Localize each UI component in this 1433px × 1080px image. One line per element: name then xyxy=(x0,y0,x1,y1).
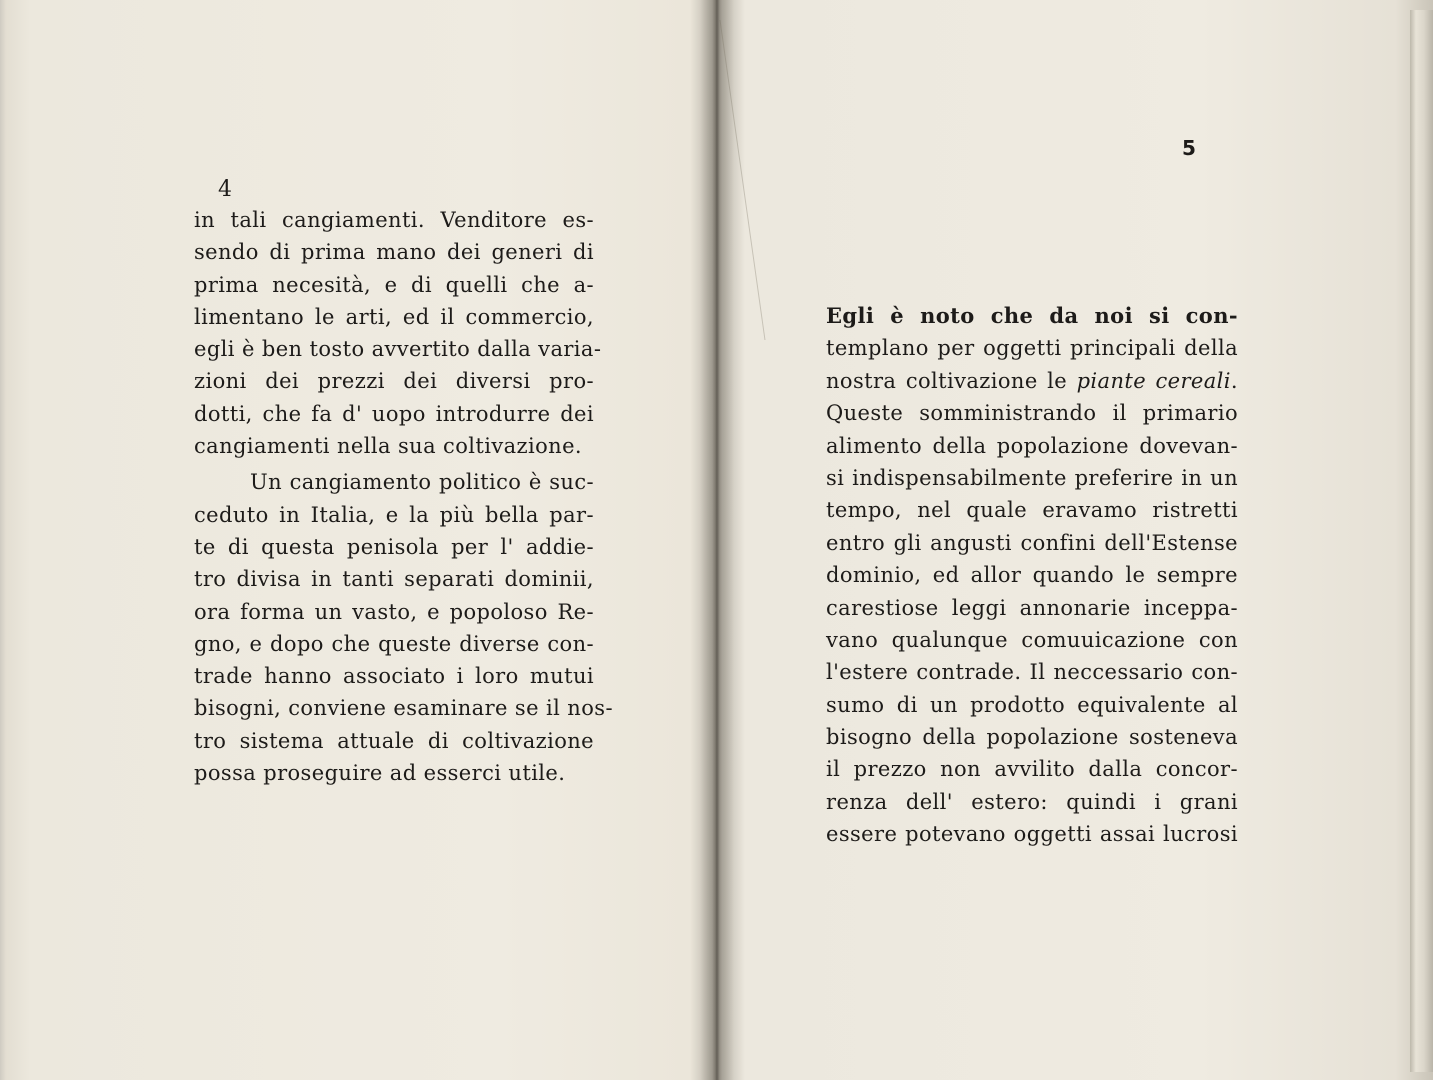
text-line: Queste somministrando il primario xyxy=(826,401,1238,426)
text-line: bisogno della popolazione sosteneva xyxy=(826,725,1238,750)
text-line: in tali cangiamenti. Venditore es- xyxy=(194,208,594,232)
text-line: essere potevano oggetti assai lucrosi xyxy=(826,822,1238,847)
text-line: trade hanno associato i loro mutui xyxy=(194,664,594,689)
text-line: gno, e dopo che queste diverse con- xyxy=(194,631,594,656)
text-line: prima necesità, e di quelli che a- xyxy=(194,272,594,297)
page-edges xyxy=(1410,10,1433,1072)
page-number: 5 xyxy=(1182,136,1196,160)
text-line: possa proseguire ad esserci utile. xyxy=(194,761,566,786)
text-line: bisogni, conviene esaminare se il nos- xyxy=(194,696,613,721)
text-line: tempo, nel quale eravamo ristretti xyxy=(826,498,1238,523)
text-line: vano qualunque comuuicazione con xyxy=(826,627,1238,652)
text-line: ora forma un vasto, e popoloso Re- xyxy=(194,599,594,624)
text-line: sumo di un prodotto equivalente al xyxy=(826,692,1238,717)
text-line: sendo di prima mano dei generi di xyxy=(194,240,594,265)
right-page-text xyxy=(826,300,1238,851)
left-page xyxy=(0,12,712,1072)
text-line: si indispensabilmente preferire in un xyxy=(826,465,1238,490)
text-line: tro sistema attuale di coltivazione xyxy=(194,728,594,753)
text-line: Egli è noto che da noi si con- xyxy=(826,303,1238,328)
text-fragment: . xyxy=(1230,368,1238,393)
text-line: alimento della popolazione dovevan- xyxy=(826,433,1238,458)
text-line: renza dell' estero: quindi i grani xyxy=(826,789,1238,814)
text-line: zioni dei prezzi dei diversi pro- xyxy=(194,369,594,394)
text-line: Un cangiamento politico è suc- xyxy=(250,470,594,495)
text-line: carestiose leggi annonarie inceppa- xyxy=(826,595,1238,620)
page-number: 4 xyxy=(218,177,232,202)
text-fragment: nostra coltivazione le xyxy=(826,368,1068,393)
text-line: te di questa penisola per l' addie- xyxy=(194,534,594,559)
text-line: ceduto in Italia, e la più bella par- xyxy=(194,502,594,527)
text-line: tro divisa in tanti separati dominii, xyxy=(194,567,594,592)
text-line: egli è ben tosto avvertito dalla varia- xyxy=(194,337,602,362)
left-page-text xyxy=(194,204,613,789)
text-line: dotti, che fa d' uopo introdurre dei xyxy=(194,401,594,426)
text-line: cangiamenti nella sua coltivazione. xyxy=(194,434,582,459)
text-line: il prezzo non avvilito dalla concor- xyxy=(826,757,1238,782)
text-line: l'estere contrade. Il neccessario con- xyxy=(826,660,1238,685)
text-line: templano per oggetti principali della xyxy=(826,336,1238,361)
text-line: limentano le arti, ed il commercio, xyxy=(194,304,594,329)
text-line-with-italic xyxy=(826,365,1238,397)
text-line: entro gli angusti confini dell'Estense xyxy=(826,530,1238,555)
right-page xyxy=(720,8,1410,1072)
text-line: dominio, ed allor quando le sempre xyxy=(826,563,1238,588)
italic-term: piante cereali xyxy=(1076,368,1231,393)
